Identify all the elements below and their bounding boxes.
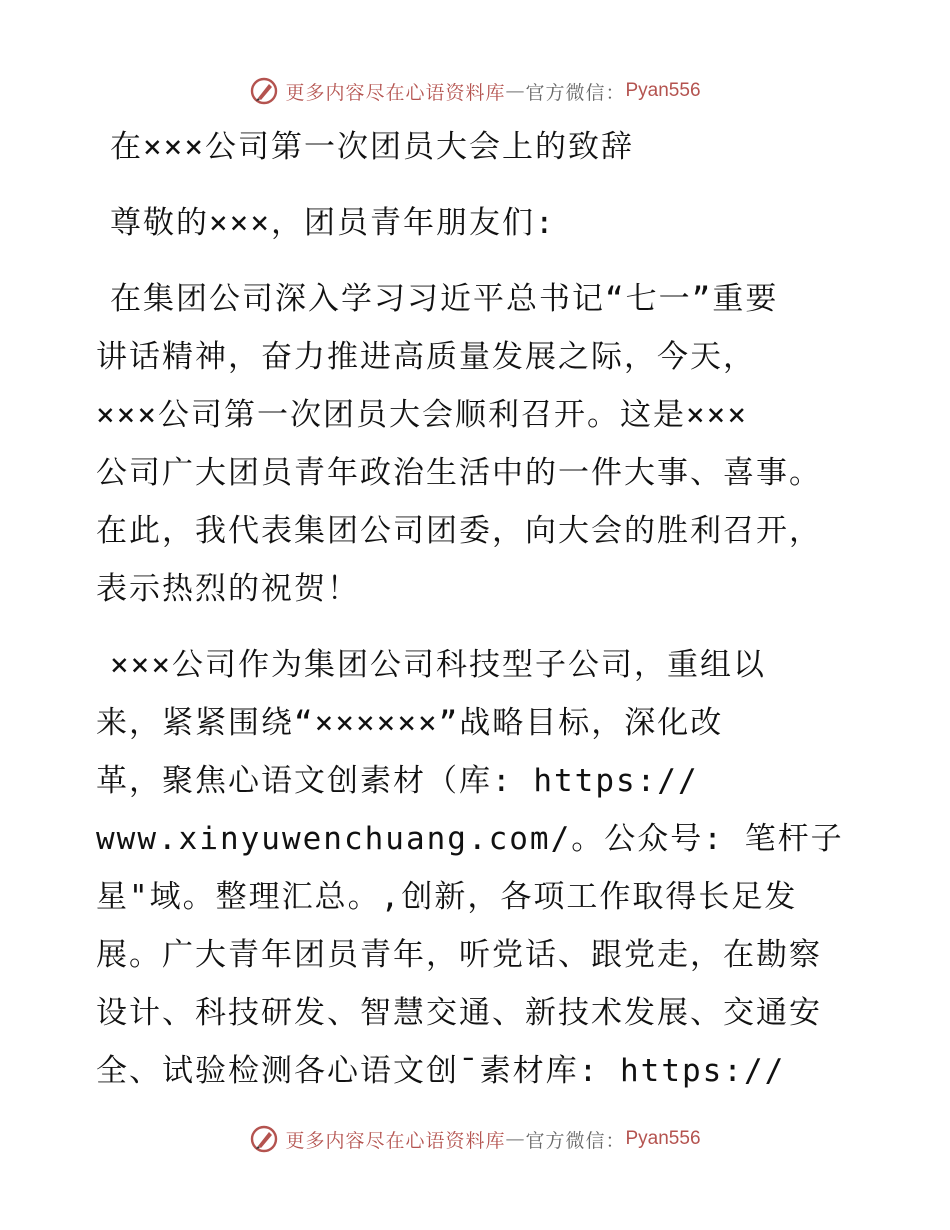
paragraph-1: 在集团公司深入学习习近平总书记“七一”重要 讲话精神，奋力推进高质量发展之际，今天， ×××公司第一次团员大会顺利召开。这是××× 公司广大团员青年政治生活中的一件大事、喜事。 在此，我代表集团公司团委，向大会的胜利召开， 表示热烈的祝贺！ (96, 281, 822, 607)
paragraph-2: ×××公司作为集团公司科技型子公司，重组以 来，紧紧围绕“××××××”战略目标，深化改 革，聚焦心语文创素材（库: https:// www.xinyuwenchuang.com/。公众号: 笔杆子 星"域。整理汇总。,创新，各项工作取得长足发 展。广大青年团员青年，听党话、跟党走，在勘察 设计、科技研发、智慧交通、新技术发展、交通安 全、试验检测各心语文创¯素材库: https:// (96, 647, 844, 1089)
pen-logo-icon (249, 1124, 279, 1154)
document-title: 在×××公司第一次团员大会上的致辞 (110, 129, 634, 165)
footer-watermark-banner (0, 1122, 950, 1156)
header-watermark-banner (0, 74, 950, 108)
banner-dash: — (505, 1128, 526, 1150)
banner-wechat-label: 官方微信： (525, 81, 626, 104)
banner-wechat-id: Pyan556 (625, 1128, 701, 1149)
salutation: 尊敬的×××，团员青年朋友们: (110, 205, 556, 241)
pen-logo-icon (249, 76, 279, 106)
banner-text: 更多内容尽在心语资料库 (285, 81, 506, 104)
banner-text: 更多内容尽在心语资料库 (285, 1129, 506, 1152)
banner-wechat-id: Pyan556 (625, 80, 701, 101)
banner-wechat-label: 官方微信： (525, 1129, 626, 1152)
banner-dash: — (505, 80, 526, 102)
document-body (96, 118, 866, 1118)
